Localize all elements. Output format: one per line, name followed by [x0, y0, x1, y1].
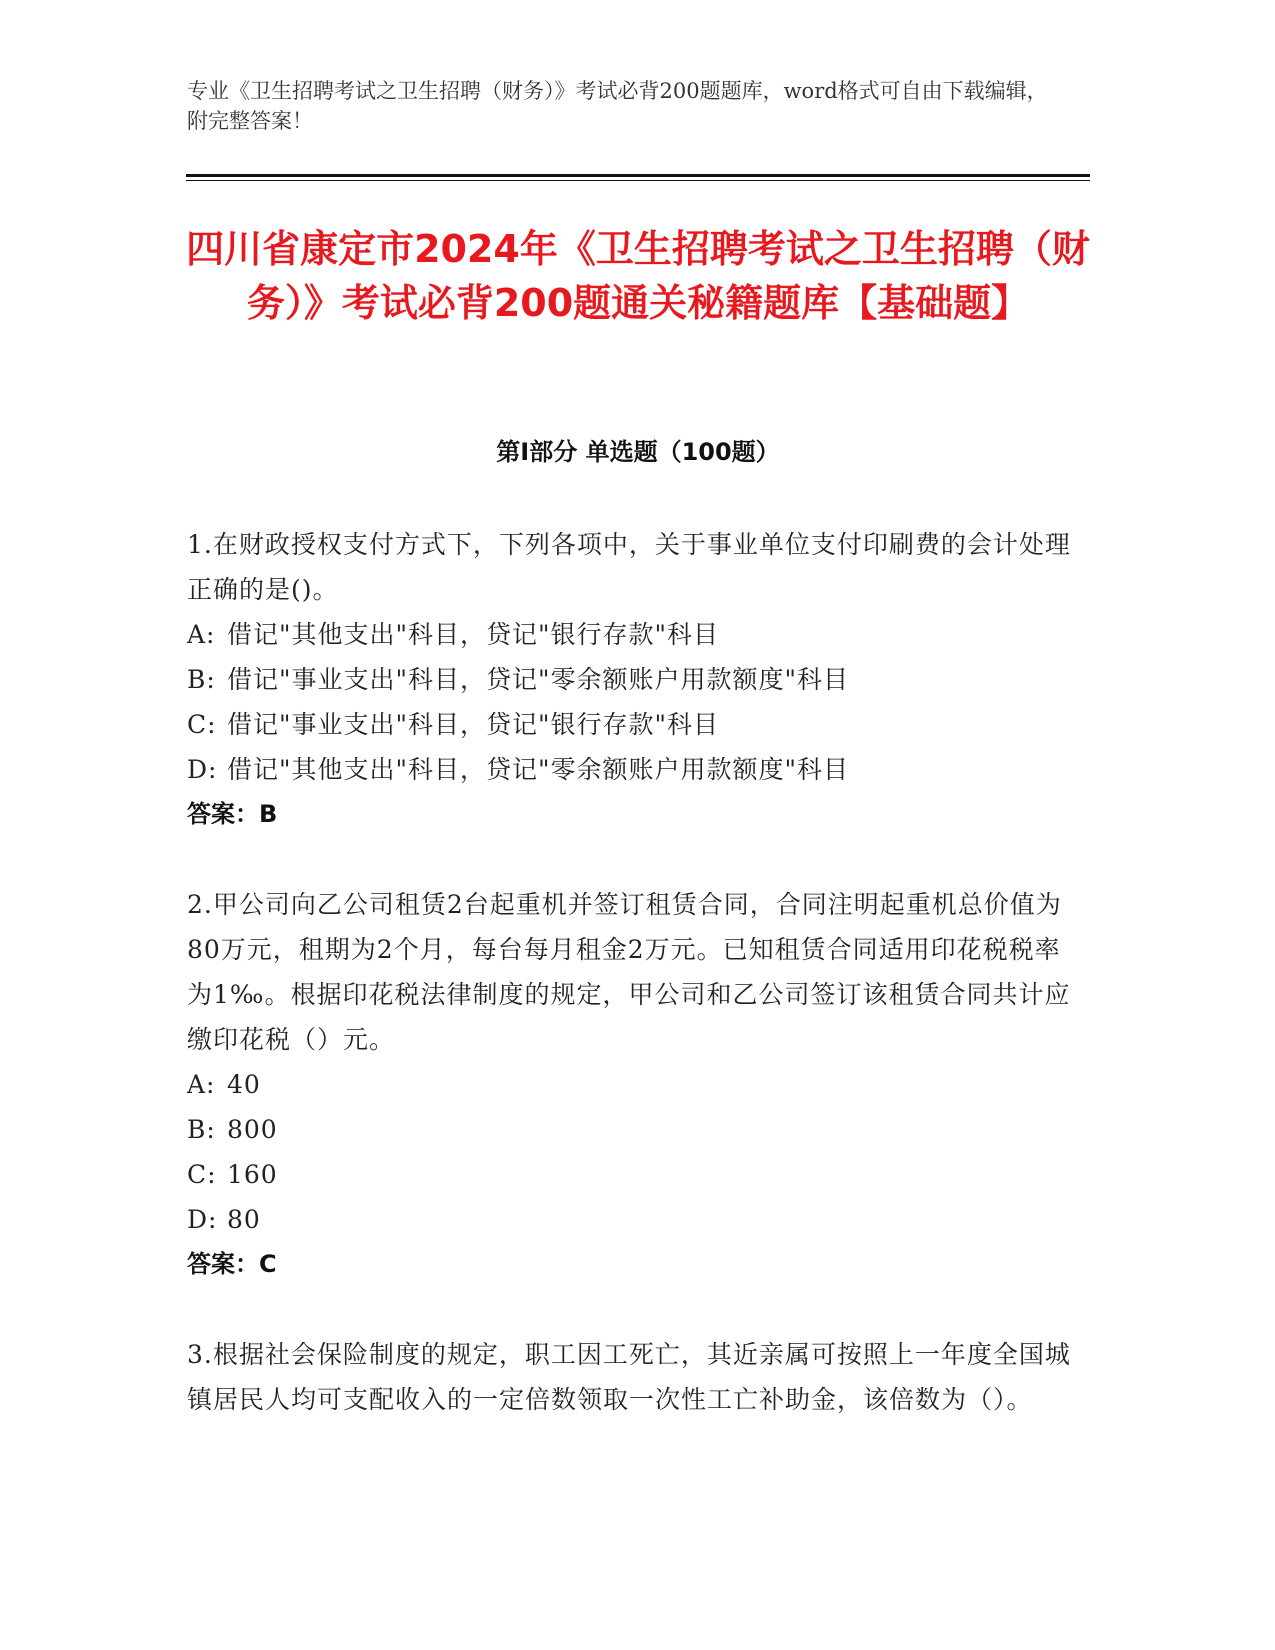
- answer-value: C: [259, 1250, 277, 1278]
- option-key: C:: [187, 1160, 217, 1189]
- answer-value: B: [259, 800, 278, 828]
- document-title: 四川省康定市2024年《卫生招聘考试之卫生招聘（财务）》考试必背200题通关秘籍题库【基础题】: [186, 227, 1090, 325]
- section-title: 第I部分 单选题（100题）: [496, 438, 780, 466]
- option-a: [187, 1062, 1082, 1107]
- option-key: C:: [187, 710, 217, 739]
- option-key: A:: [187, 1070, 216, 1099]
- option-d: [187, 1197, 1082, 1242]
- option-text: 80: [227, 1205, 261, 1234]
- answer-prefix: 答案：: [187, 1250, 259, 1278]
- option-key: D:: [187, 755, 218, 784]
- question-list: [187, 522, 1082, 1467]
- option-a: [187, 612, 1082, 657]
- question-text: 1.在财政授权支付方式下，下列各项中，关于事业单位支付印刷费的会计处理正确的是()。: [187, 530, 1071, 604]
- answer-line: [187, 792, 1082, 837]
- header-rule-thin: [186, 180, 1090, 181]
- answer-line: [187, 1242, 1082, 1287]
- option-key: B:: [187, 665, 216, 694]
- header-rule-thick: [186, 174, 1090, 177]
- option-c: [187, 702, 1082, 747]
- option-text: 借记"事业支出"科目，贷记"零余额账户用款额度"科目: [227, 665, 849, 694]
- option-b: [187, 657, 1082, 702]
- question-2: [187, 882, 1082, 1287]
- option-text: 借记"其他支出"科目，贷记"零余额账户用款额度"科目: [227, 755, 849, 784]
- option-text: 40: [227, 1070, 261, 1099]
- answer-prefix: 答案：: [187, 800, 259, 828]
- option-c: [187, 1152, 1082, 1197]
- option-b: [187, 1107, 1082, 1152]
- question-text: 2.甲公司向乙公司租赁2台起重机并签订租赁合同，合同注明起重机总价值为80万元，租期为2个月，每台每月租金2万元。已知租赁合同适用印花税税率为1‰。根据印花税法律制度的规定，甲公司和乙公司签订该租赁合同共计应缴印花税（）元。: [187, 890, 1071, 1054]
- option-text: 借记"事业支出"科目，贷记"银行存款"科目: [227, 710, 719, 739]
- option-text: 借记"其他支出"科目，贷记"银行存款"科目: [227, 620, 719, 649]
- option-key: D:: [187, 1205, 218, 1234]
- option-key: B:: [187, 1115, 216, 1144]
- header-note: 专业《卫生招聘考试之卫生招聘（财务）》考试必背200题题库，word格式可自由下载编辑，附完整答案！: [187, 79, 1048, 133]
- option-text: 800: [227, 1115, 278, 1144]
- question-3: [187, 1332, 1082, 1422]
- question-1: [187, 522, 1082, 837]
- option-key: A:: [187, 620, 216, 649]
- option-text: 160: [227, 1160, 278, 1189]
- option-d: [187, 747, 1082, 792]
- question-text: 3.根据社会保险制度的规定，职工因工死亡，其近亲属可按照上一年度全国城镇居民人均可支配收入的一定倍数领取一次性工亡补助金，该倍数为（）。: [187, 1340, 1071, 1414]
